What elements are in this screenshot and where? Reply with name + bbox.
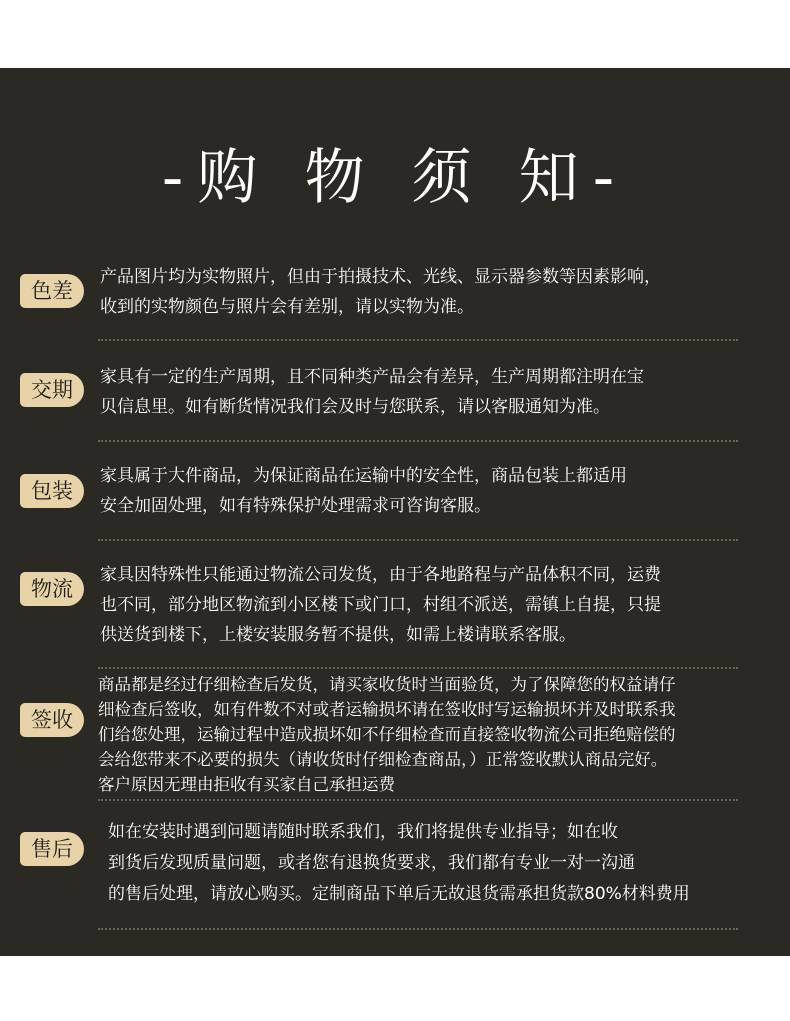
- notice-text-after-sales: 如在安装时遇到问题请随时联系我们，我们将提供专业指导；如在收 到货后发现质量问题，或者您有退换货要求，我们都有专业一对一沟通 的售后处理，请放心购买。定制商品下单后无故退货需承担货款80%材料费用: [108, 822, 690, 904]
- notice-text-color-difference: 产品图片均为实物照片，但由于拍摄技术、光线、显示器参数等因素影响， 收到的实物颜色与照片会有差别，请以实物为准。: [100, 267, 661, 317]
- tag-packaging: 包装: [20, 474, 84, 508]
- tag-delivery-time: 交期: [20, 373, 84, 407]
- tag-logistics: 物流: [20, 572, 84, 606]
- notice-text-logistics: 家具因特殊性只能通过物流公司发货，由于各地路程与产品体积不同，运费 也不同，部分地区物流到小区楼下或门口，村组不派送，需镇上自提，只提 供送货到楼下，上楼安装服务暂不提供，如需上楼请联系客服。: [100, 565, 661, 645]
- tag-after-sales: 售后: [20, 832, 84, 866]
- separator: [98, 667, 738, 669]
- page-title: -购 物 须 知-: [161, 143, 629, 213]
- notice-text-sign-for: 商品都是经过仔细检查后发货，请买家收货时当面验货，为了保障您的权益请仔 细检查后签收，如有件数不对或者运输损坏请在签收时写运输损坏并及时联系我 们给您处理，运输过程中造成损坏如不仔细检查而直接签收物流公司拒绝赔偿的 会给您带来不必要的损失（请收货时仔细检查商品，）正常签收默认商品完好。 客户原因无理由拒收有买家自己承担运费: [98, 675, 676, 794]
- separator: [98, 440, 738, 442]
- notice-text-packaging: 家具属于大件商品，为保证商品在运输中的安全性，商品包装上都适用 安全加固处理，如有特殊保护处理需求可咨询客服。: [100, 466, 627, 516]
- tag-color-difference: 色差: [20, 274, 84, 308]
- separator: [98, 339, 738, 341]
- separator: [98, 928, 738, 930]
- separator: [98, 539, 738, 541]
- notice-text-delivery-time: 家具有一定的生产周期，且不同种类产品会有差异，生产周期都注明在宝 贝信息里。如有断货情况我们会及时与您联系，请以客服通知为准。: [100, 367, 644, 417]
- separator: [98, 799, 738, 801]
- tag-sign-for: 签收: [20, 703, 84, 737]
